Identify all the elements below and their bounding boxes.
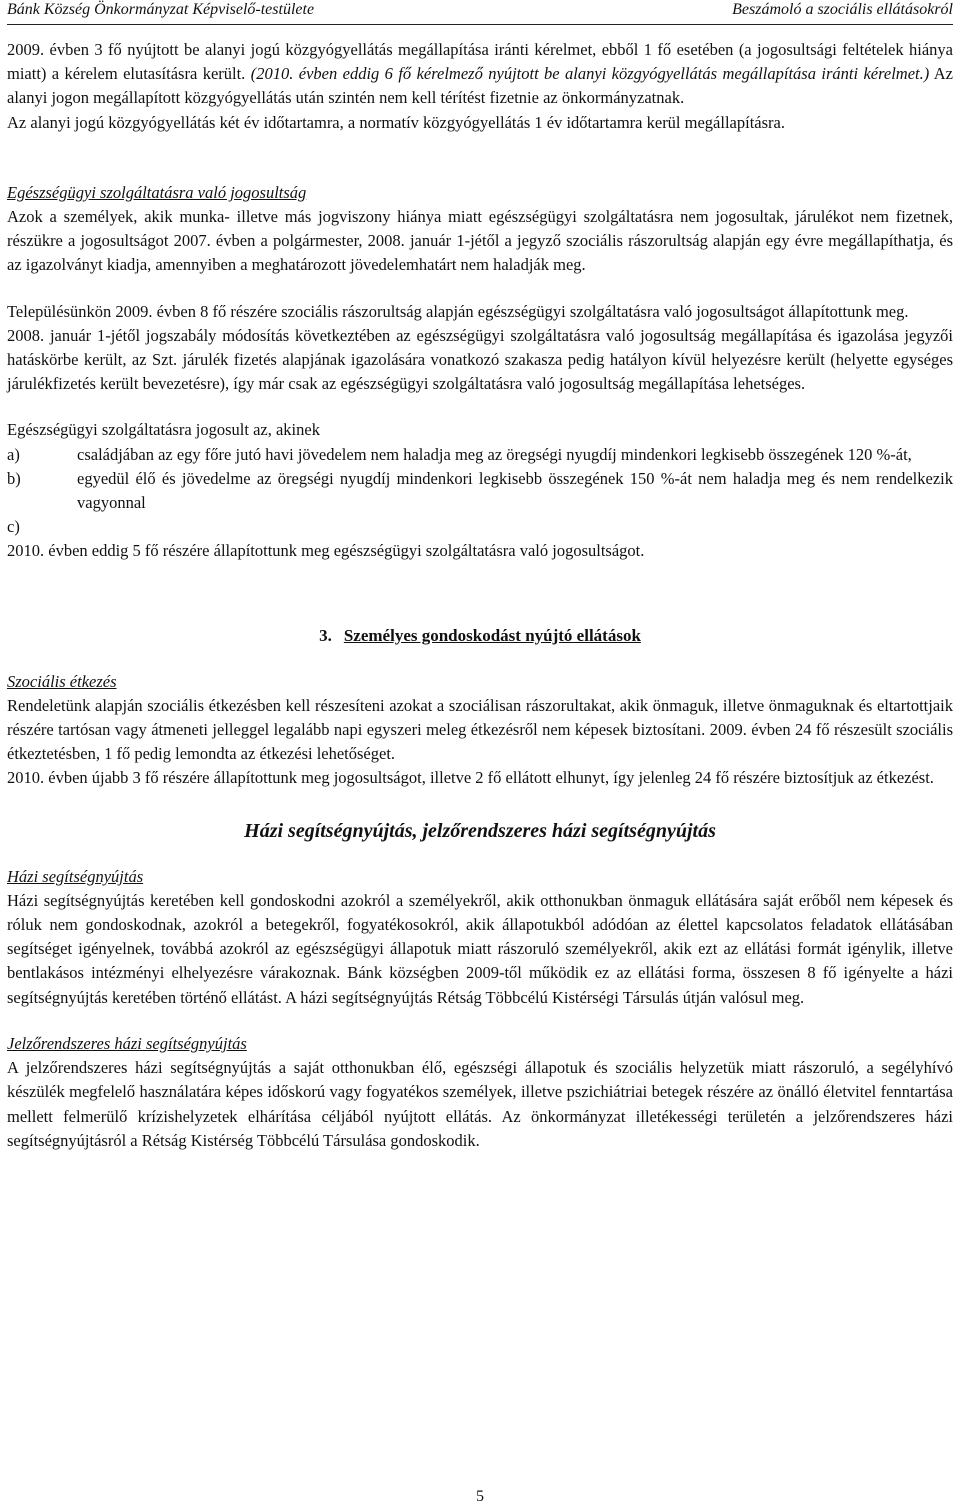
intro-text-c: Az alanyi jogon megállapított közgyógyellátás után szintén nem kell térítést fizetnie az önkormányzatnak. — [7, 64, 954, 108]
intro-text-b-italic: (2010. évben eddig 6 fő kérelmező nyújtott be alanyi közgyógyellátás megállapítása iránti kérelmet.) — [250, 64, 930, 84]
jelzo-paragraph-1: A jelzőrendszeres házi segítségnyújtás a saját otthonukban élő, egészségi állapotuk és szociális helyzetük miatt rászoruló, a segélyhívó készülék megfelelő használatára képes időskorú vagy fogyatékos személyek, illetve pszichiátriai betegek részére az önálló életvitel fenntartása mellett felmerülő krízishelyzetek elhárítása céljából nyújtott ellátás. Az önkormányzat illetékességi területén a jelzőrendszeres házi segítségnyújtásról a Rétság Kistérség Többcélú Társulása gondoskodik. — [7, 1058, 953, 1150]
page-content — [7, 38, 953, 1153]
section-title: Személyes gondoskodást nyújtó ellátások — [343, 625, 641, 645]
header-left: Bánk Község Önkormányzat Képviselő-testülete — [7, 1, 315, 18]
list-item — [7, 443, 953, 467]
header-right: Beszámoló a szociális ellátásokról — [732, 1, 953, 18]
list-text: egyedül élő és jövedelme az öregségi nyugdíj mindenkori legkisebb összegének 150 %-át nem haladja meg és nem rendelkezik vagyonnal — [77, 468, 953, 513]
eu-paragraph-2: Településünkön 2009. évben 8 fő részére szociális rászorultság alapján egészségügyi szolgáltatásra való jogosultságot állapítottunk meg. — [7, 301, 909, 321]
page-number: 5 — [476, 1488, 484, 1505]
page-header — [7, 0, 953, 25]
jelzo-title: Jelzőrendszeres házi segítségnyújtás — [7, 1033, 247, 1053]
eu-paragraph-3: 2008. január 1-jétől jogszabály módosítás következtében az egészségügyi szolgáltatásra való jogosultság megállapítása és igazolása jegyzői hatáskörbe került, az Szt. járulék fizetés alapjának igazolására vonatkozó szakasza pedig hatályon kívül helyezésre került (helyette egységes járulékfizetés került bevezetésre), így már csak az egészségügyi szolgáltatásra való jogosultság megállapítása lehetséges. — [7, 325, 953, 394]
eu-paragraph-1: Azok a személyek, akik munka- illetve más jogviszony hiánya miatt egészségügyi szolgáltatásra nem jogosultak, járulékot nem fizetnek, részükre a jogosultságot 2007. évben a polgármester, 2008. január 1-jétől a jegyző szociális rászorultság alapján egy évre megállapíthatja, és az igazolványt kiadja, amennyiben a meghatározott jövedelemhatárt nem haladják meg. — [7, 207, 953, 275]
eu-criteria-list — [7, 443, 953, 540]
list-item — [7, 467, 953, 515]
eu-paragraph-4: Egészségügyi szolgáltatásra jogosult az, akinek — [7, 420, 320, 440]
section-3-heading — [7, 624, 953, 648]
etkezes-paragraph-1: Rendeletünk alapján szociális étkezésben kell részesíteni azokat a szociálisan rászorultakat, akik önmaguk, illetve önmaguknak és eltartottjaik részére tartósan vagy átmeneti jelleggel legalább napi egyszeri meleg étkezésről nem képesek biztosítani. 2009. évben 24 fő részesült szociális étkeztetésben, 1 fő pedig lemondta az étkezési lehetőséget. — [7, 695, 953, 764]
intro-paragraph-2: Az alanyi jogú közgyógyellátás két év időtartamra, a normatív közgyógyellátás 1 év időtartamra kerül megállapításra. — [7, 112, 785, 132]
intro-paragraph-1 — [7, 38, 953, 111]
list-text: családjában az egy főre jutó havi jövedelem nem haladja meg az öregségi nyugdíj mindenkori legkisebb összegének 120 %-át, — [77, 444, 912, 464]
list-marker: a) — [7, 444, 20, 464]
list-marker: b) — [7, 468, 21, 488]
hazi-paragraph-1: Házi segítségnyújtás keretében kell gondoskodni azokról a személyekről, akik otthonukban önmaguk ellátására saját erőből nem képesek és róluk nem gondoskodnak, azokról a betegekről, fogyatékosokról, akik állapotukból adódóan az élettel kapcsolatos feladatok ellátásában segítséget igényelnek, továbbá azokról az egészségügyi állapotuk miatt rászoruló személyekről, akik ezt az ellátási formát igénylik, illetve bentlakásos intézményi elhelyezésre várakoznak. Bánk községben 2009-től működik ez az ellátási forma, összesen 8 fő igényelte a házi segítségnyújtás keretében történő ellátást. A házi segítségnyújtás Rétság Többcélú Kistérségi Társulás útján valósul meg. — [7, 890, 953, 1007]
list-text — [77, 515, 953, 539]
section-number: 3. — [319, 625, 332, 645]
hazi-heading: Házi segítségnyújtás, jelzőrendszeres házi segítségnyújtás — [244, 819, 716, 842]
hazi-title: Házi segítségnyújtás — [7, 866, 144, 886]
intro-text-a: 2009. évben 3 fő nyújtott be alanyi jogú közgyógyellátás megállapítása iránti kérelmet, ebből 1 fő esetében (a jogosultsági feltételek hiánya miatt) a kérelem elutasításra került. — [7, 40, 953, 84]
etkezes-paragraph-2: 2010. évben újabb 3 fő részére állapítottunk meg jogosultságot, illetve 2 fő ellátott elhunyt, így jelenleg 24 fő részére biztosítjuk az étkezést. — [7, 768, 934, 788]
etkezes-title: Szociális étkezés — [7, 671, 117, 691]
eu-section-title: Egészségügyi szolgáltatásra való jogosultság — [7, 182, 307, 202]
list-marker: c) — [7, 517, 20, 537]
list-item — [7, 515, 953, 539]
eu-paragraph-5: 2010. évben eddig 5 fő részére állapítottunk meg egészségügyi szolgáltatásra való jogosultságot. — [7, 541, 645, 561]
